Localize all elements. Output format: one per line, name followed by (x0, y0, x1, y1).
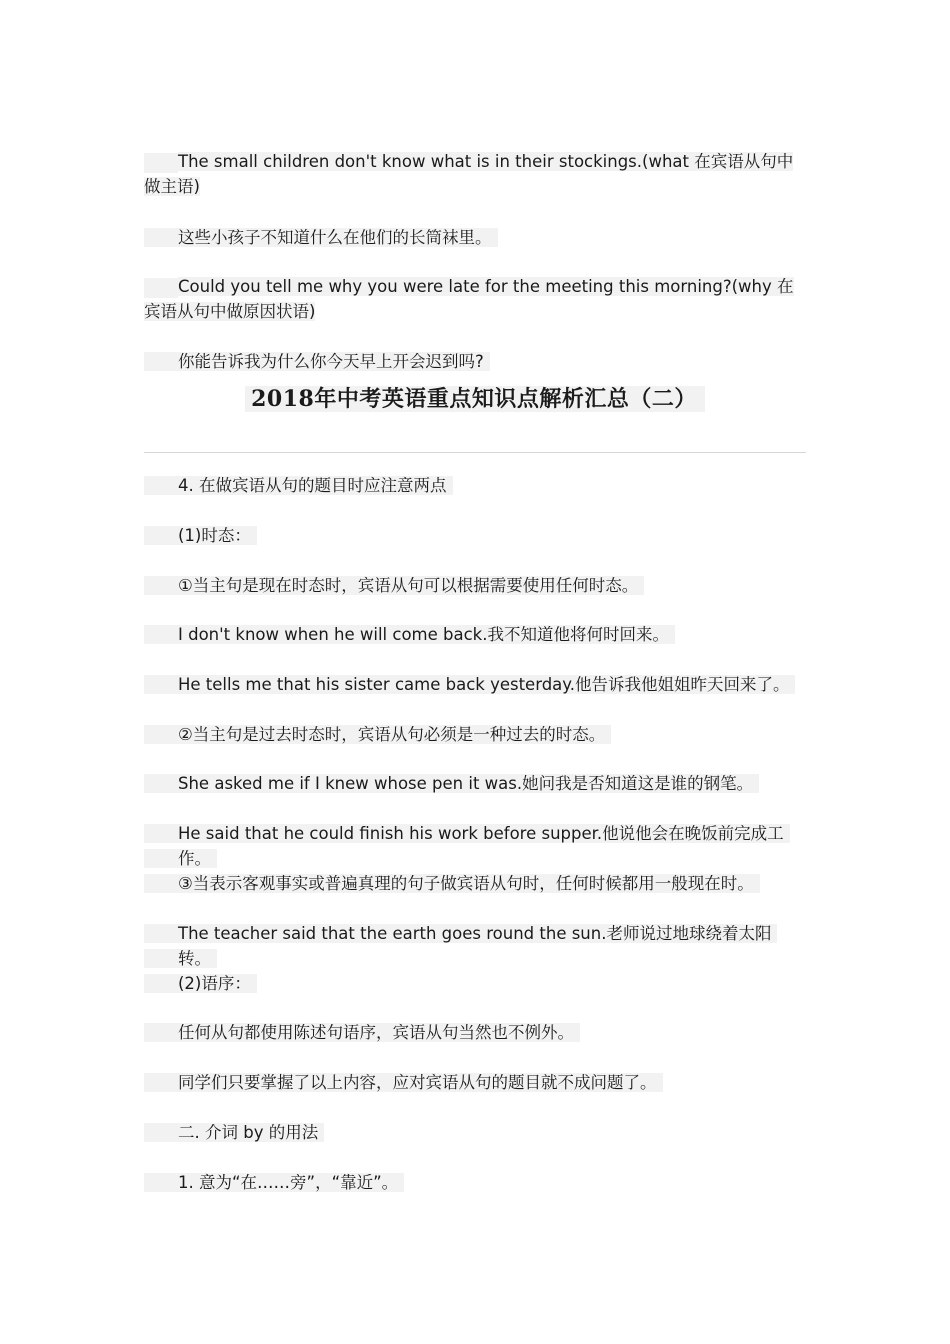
paragraph-text: ③当表示客观事实或普遍真理的句子做宾语从句时，任何时候都用一般现在时。 (144, 874, 760, 893)
paragraph-tense-heading (144, 523, 808, 548)
title-divider (144, 452, 806, 453)
paragraph-text: ①当主句是现在时态时，宾语从句可以根据需要使用任何时态。 (144, 576, 644, 595)
paragraph-rule-present (144, 573, 808, 598)
paragraph-rule-past (144, 722, 808, 747)
paragraph-text: 二. 介词 by 的用法 (144, 1123, 324, 1142)
paragraph-summary (144, 1070, 808, 1095)
paragraph-by-meaning-1 (144, 1170, 808, 1195)
paragraph-text: The teacher said that the earth goes round the sun.老师说过地球绕着太阳转。 (144, 924, 777, 968)
paragraph-text: I don't know when he will come back.我不知道他将何时回来。 (144, 625, 675, 644)
paragraph-text: Could you tell me why you were late for the meeting this morning?(why 在宾语从句中做原因状语) (144, 277, 794, 321)
paragraph-example-5 (144, 921, 808, 971)
paragraph-example-2 (144, 672, 808, 697)
paragraph-text: 1. 意为“在……旁”，“靠近”。 (144, 1173, 404, 1192)
paragraph-why-adverbial-example (144, 274, 808, 324)
paragraph-what-translation (144, 225, 808, 250)
paragraph-text: 同学们只要掌握了以上内容，应对宾语从句的题目就不成问题了。 (144, 1073, 663, 1092)
paragraph-rule-universal-truth (144, 871, 808, 896)
article-title (0, 383, 950, 415)
paragraph-text: He tells me that his sister came back yesterday.他告诉我他姐姐昨天回来了。 (144, 675, 795, 694)
paragraph-section-by-heading (144, 1120, 808, 1145)
paragraph-section-4-heading (144, 473, 808, 498)
paragraph-text: (1)时态： (144, 526, 257, 545)
paragraph-word-order-heading (144, 971, 808, 996)
paragraph-what-subject-example (144, 149, 808, 199)
paragraph-text: ②当主句是过去时态时，宾语从句必须是一种过去的时态。 (144, 725, 611, 744)
paragraph-text: 你能告诉我为什么你今天早上开会迟到吗? (144, 352, 490, 371)
paragraph-text: He said that he could finish his work before supper.他说他会在晚饭前完成工作。 (144, 824, 790, 868)
paragraph-text: The small children don't know what is in their stockings.(what 在宾语从句中做主语) (144, 152, 794, 196)
paragraph-text: (2)语序： (144, 974, 257, 993)
paragraph-text: 这些小孩子不知道什么在他们的长筒袜里。 (144, 228, 498, 247)
paragraph-example-3 (144, 771, 808, 796)
paragraph-text: 任何从句都使用陈述句语序，宾语从句当然也不例外。 (144, 1023, 580, 1042)
paragraph-text: She asked me if I knew whose pen it was.她问我是否知道这是谁的钢笔。 (144, 774, 759, 793)
paragraph-text: 4. 在做宾语从句的题目时应注意两点 (144, 476, 453, 495)
paragraph-why-translation (144, 349, 808, 374)
paragraph-word-order-rule (144, 1020, 808, 1045)
article-title-text: 2018年中考英语重点知识点解析汇总（二） (245, 386, 705, 412)
paragraph-example-1 (144, 622, 808, 647)
paragraph-example-4 (144, 821, 808, 871)
